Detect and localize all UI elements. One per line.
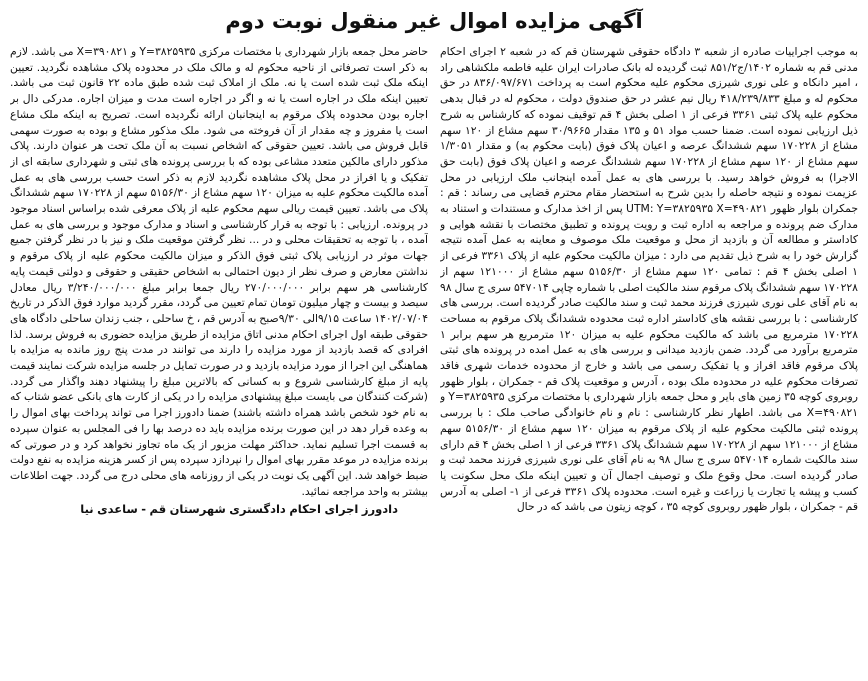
notice-signature: دادورز اجرای احکام دادگستری شهرستان قم - ساعدی نیا (80, 502, 398, 517)
notice-right-column (440, 44, 858, 672)
notice-left-column (10, 44, 428, 672)
notice-body (10, 44, 858, 672)
notice-title: آگهی مزایده اموال غیر منقول نوبت دوم (225, 9, 643, 33)
left-column-text: حاضر محل جمعه بازار شهرداری با مختصات مرکزی Y=۳۸۲۵۹۳۵ و X=۳۹۰۸۲۱ می باشد. لازم به ذکر است تصرفاتی از ناحیه محکوم له و مالک ملک در محدوده پلاک مشاهده نگردید. تعیین اینکه ملک ثبت شده است یا نه. ملک از املاک ثبت شده طبق ماده ۲۲ قانون ثبت می باشد. تعیین اینکه ملک در اجاره است یا نه و اگر در اجاره است مدت و میزان اجاره. مدرکی دال بر اجاره بودن محدوده پلاک مرقوم به اینجانبان ارائه نگردیده است. تصریح به اینکه ملک مشاع است یا مفروز و چه مقدار از آن فروخته می شود. ملک مذکور مشاع و بوده به صورت سهمی قابل فروش می باشد. تعیین حقوقی که اشخاص نسبت به آن ملک تحت هر عنوان دارند. پلاک مذکور دارای مالکین متعدد مشاعی بوده که با بررسی پرونده های ثبتی و شهرداری سابقه ای از تفکیک و یا افراز در محل پلاک مشاهده نگردید لازم به ذکر است حسب بررسی های به عمل آمده مالکیت محکوم علیه به میزان ۱۲۰ سهم مشاع از ۵۱۵۶/۳۰ سهم از ۱۷۰۲۲۸ سهم ششدانگ پلاک می باشد. تعیین قیمت ریالی سهم محکوم علیه از پلاک معرفی شده براساس اسناد موجود در پرونده. ارزیابی : با توجه به قرار کارشناسی و اسناد و مدارک موجود و بررسی های به عمل آمده ، با توجه به تحقیقات محلی و در ... نظر گرفتن موقعیت ملک و نیز با در نظر گرفتن جمیع جهات موثر در ارزیابی پلاک ثبتی فوق الذکر و میزان مالکیت محکوم علیه از پلاک مرقوم و نداشتن معارض و صرف نظر از دیون احتمالی به اشخاص حقیقی و حقوقی و دولتی قیمت پایه کارشناسی هر سهم برابر ۲۷۰/۰۰۰/۰۰۰ ریال جمعا برابر مبلغ ۳/۲۴۰/۰۰۰/۰۰۰ ریال معادل سیصد و بیست و چهار میلیون تومان تمام تعیین می گردد، مقرر گردید موارد فوق الذکر در تاریخ ۱۴۰۲/۰۷/۰۴ ساعت ۹/۱۵الی ۹/۳۰صبح به آدرس قم ، خ ساحلی ، جنب زندان ساحلی دادگاه های حقوقی طبقه اول اجرای احکام مدنی اتاق مزایده از طریق مزایده حضوری به فروش برسد. لذا افرادی که قصد بازدید از مورد مزایده را دارند می توانند در مدت پنج روز مانده به مزایده با هماهنگی این اجرا از مورد مزایده بازدید و در صورت تمایل در جلسه مزایده شرکت نمایند قیمت پایه از مبلغ کارشناسی شروع و به کسانی که بالاترین مبلغ را پیشنهاد دهند واگذار می گردد. (شرکت کنندگان می بایست مبلغ پیشنهادی مزایده را در یکی از کارت های بانکی عضو شتاب که به نام خود شخص باشد همراه داشته باشند) ضمنا دادورز اجرا می تواند پرداخت بهای اموال را به وعده قرار دهد در این صورت برنده مزایده باید ده درصد بها را فی المجلس به عنوان سپرده به قسمت اجرا تسلیم نماید. حداکثر مهلت مزبور از یک ماه تجاوز نخواهد کرد و در صورتی که برنده مزایده در موعد مقرر بهای اموال را نپردازد سپرده پس از کسر هزینه مزایده به نفع دولت ضبط خواهد شد. این آگهی یک نوبت در یکی از روزنامه های محلی درج می گردد. جهت اطلاعات بیشتر به واحد مراجعه نمائید. (10, 45, 428, 498)
right-column-text: به موجب اجراییات صادره از شعبه ۳ دادگاه حقوقی شهرستان قم که در شعبه ۲ اجرای احکام مدنی قم به شماره ۱۴۰۲/ج۸۵۱/۲ ثبت گردیده له بانک صادرات ایران علیه فاطمه ملکشاهی راد ، امیر دانکاه و علی نوری شیرزی محکوم علیه محکوم است به پرداخت ۸۳۶/۰۹۷/۶۷۱ در حق محکوم له و مبلغ ۴۱۸/۲۳۹/۸۳۳ ریال نیم عشر در حق صندوق دولت ، محکوم له در قبال بدهی محکوم علیه پلاک ثبتی ۳۳۶۱ فرعی از ۱ اصلی بخش ۴ قم توقیف نموده که کارشناس به شرح ذیل ارزیابی نموده است. ضمنا حسب مواد ۵۱ و ۱۳۵ مقدار ۳۰/۹۶۶۵ سهم مشاع از ۱۲۰ سهم مشاع از ۱۷۰۲۲۸ سهم ششدانگ عرصه و اعیان پلاک فوق (بابت محکوم به) و مقدار ۱/۳۰۵۱ سهم مشاع از ۱۲۰ سهم مشاع از ۱۷۰۲۲۸ سهم ششدانگ عرصه و اعیان پلاک فوق (بابت حق الاجرا) به فروش خواهد رسید. با بررسی های به عمل آمده اینجانب ملک ارزیابی در محل عزیمت نموده و نتیجه حاصله را بدین شرح به استحضار مقام محترم قضایی می رساند : قم : جمکران بلوار ظهور UTM: Y=۳۸۲۵۹۳۵ X=۴۹۰۸۲۱ پس از اخذ مدارک و مستندات و استناد به مدارک ضم پرونده و مراجعه به اداره ثبت و رویت پرونده و تطبیق مختصات با نقشه هوایی و کاداستر و مطالعه آن و بازدید از محل و موقعیت ملک موصوف و معاینه به عمل آمده نتیجه گزارش خود را به شرح ذیل تقدیم می دارد : میزان مالکیت محکوم علیه از پلاک ۳۳۶۱ فرعی از ۱ اصلی بخش ۴ قم : تمامی ۱۲۰ سهم مشاع از ۵۱۵۶/۳۰ سهم مشاع از ۱۲۱۰۰۰ سهم از ۱۷۰۲۲۸ سهم ششدانگ پلاک مرقوم سند مالکیت اصلی با شماره چاپی ۵۴۷۰۱۴ سری ج سال ۹۸ به نام آقای علی نوری شیرزی فرزند محمد ثبت و سند مالکیت صادر گردیده است. بررسی های کارشناسی : با بررسی نقشه های کاداستر اداره ثبت محدوده ششدانگ پلاک مرقوم به مساحت ۱۷۰۲۲۸ مترمربع می باشد که مالکیت محکوم علیه به میزان ۱۲۰ مترمربع هر سهم برابر ۱ مترمربع برآورد می گردد. ضمن بازدید میدانی و بررسی های به عمل امده در پرونده های ثبتی پلاک مرقوم فاقد افراز و یا تفکیک رسمی می باشد و خارج از محدوده خدمات شهری فاقد تصرفات محکوم علیه در محدوده ملک بوده ، آدرس و موقعیت پلاک قم - جمکران ، بلوار ظهور روبروی کوچه ۳۵ زمین های بایر و محل جمعه بازار شهرداری با مختصات مرکزی Y=۳۸۲۵۹۳۵ و X=۴۹۰۸۲۱ می باشد. اطهار نظر کارشناسی : نام و نام خانوادگی صاحب ملک : با بررسی پرونده ثبتی مالکیت محکوم علیه از پلاک مرقوم به میزان ۱۲۰ سهم مشاع از ۵۱۵۶/۳۰ سهم مشاع از ۱۲۱۰۰۰ سهم از ۱۷۰۲۲۸ سهم ششدانگ پلاک ۳۳۶۱ فرعی از ۱ اصلی بخش ۴ قم دارای سند مالکیت شماره ۵۴۷۰۱۴ سری ج سال ۹۸ به نام آقای علی نوری شیرزی فرزند محمد ثبت و صادر گردیده است. محل وقوع ملک و توصیف اجمال آن و تعیین اینکه ملک محل سکونت یا کسب و پیشه یا تجارت یا زراعت و غیره است. محدوده پلاک ۳۳۶۱ فرعی از ۱- اصلی به آدرس قم - جمکران ، بلوار ظهور روبروی کوچه ۳۵ ، کوچه زیتون می باشد که در حال (440, 45, 858, 514)
